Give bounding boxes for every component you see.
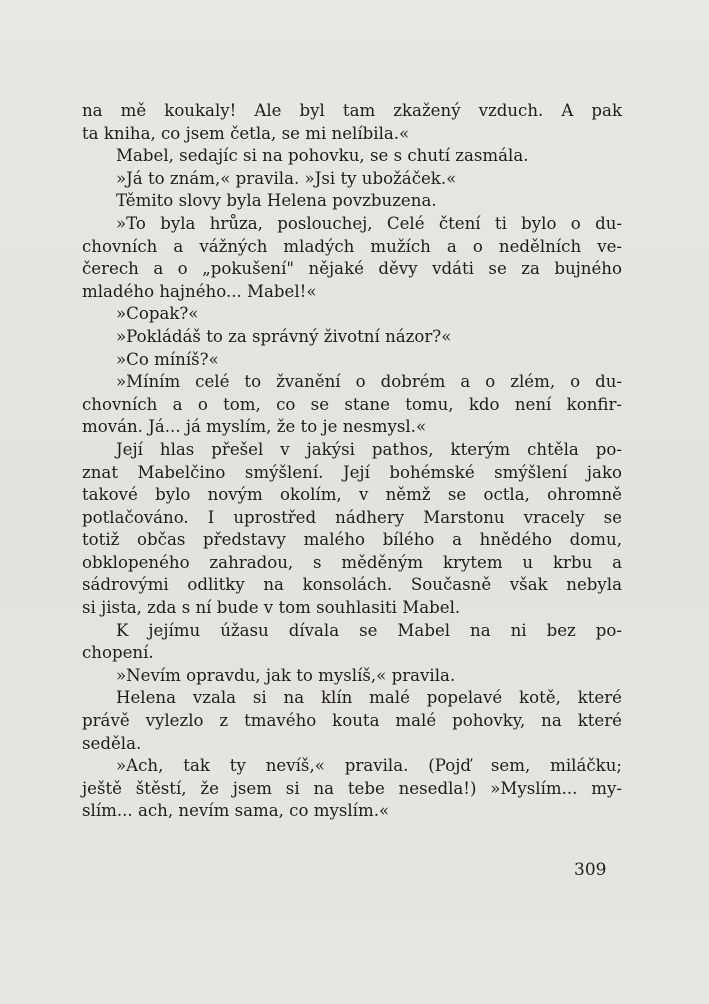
text-line: chovních a vážných mladých mužích a o nedělních ve- xyxy=(82,236,622,256)
text-line: Mabel, sedajíc si na pohovku, se s chutí zasmála. xyxy=(116,146,529,166)
text-line: K jejímu úžasu dívala se Mabel na ni bez po- xyxy=(116,620,622,640)
text-line: si jista, zda s ní bude v tom souhlasiti Mabel. xyxy=(82,598,461,618)
text-line: totiž občas představy malého bílého a hnědého domu, xyxy=(82,530,622,550)
text-line: slím... ach, nevím sama, co myslím.« xyxy=(82,801,390,821)
text-line: znat Mabelčino smýšlení. Její bohémské smýšlení jako xyxy=(82,462,622,482)
text-line: »Míním celé to žvanění o dobrém a o zlém, o du- xyxy=(116,372,622,392)
text-line: ta kniha, co jsem četla, se mi nelíbila.« xyxy=(82,123,410,143)
text-line: chovních a o tom, co se stane tomu, kdo není konfir- xyxy=(82,394,622,414)
text-line: čerech a o „pokušení" nějaké děvy vdáti se za bujného xyxy=(82,259,622,279)
text-line: mladého hajného... Mabel!« xyxy=(82,281,317,301)
text-line: »Ach, tak ty nevíš,« pravila. (Pojď sem, miláčku; xyxy=(116,756,622,776)
text-line: právě vylezlo z tmavého kouta malé pohovky, na které xyxy=(82,711,622,731)
text-line: na mě koukaly! Ale byl tam zkažený vzduch. A pak xyxy=(82,101,622,120)
text-line: »Já to znám,« pravila. »Jsi ty ubožáček.« xyxy=(116,168,457,188)
text-line: obklopeného zahradou, s měděným krytem u krbu a xyxy=(82,552,622,572)
text-line: Helena vzala si na klín malé popelavé kotě, které xyxy=(116,688,622,708)
text-line: sádrovými odlitky na konsolách. Současně však nebyla xyxy=(82,575,622,595)
text-line: chopení. xyxy=(82,643,154,663)
text-line: Její hlas přešel v jakýsi pathos, kterým chtěla po- xyxy=(116,439,622,459)
text-line: »To byla hrůza, poslouchej, Celé čtení ti bylo o du- xyxy=(116,213,622,233)
text-line: »Co míníš?« xyxy=(116,349,219,369)
text-line: ještě štěstí, že jsem si na tebe nesedla!) »Myslím... my- xyxy=(82,778,622,798)
text-line: mován. Já... já myslím, že to je nesmysl.« xyxy=(82,417,427,437)
text-line: »Nevím opravdu, jak to myslíš,« pravila. xyxy=(116,665,456,685)
page-number: 309 xyxy=(574,860,607,880)
text-line: »Pokládáš to za správný životní názor?« xyxy=(116,326,452,346)
text-line: takové bylo novým okolím, v němž se octla, ohromně xyxy=(82,485,622,505)
text-line: Těmito slovy byla Helena povzbuzena. xyxy=(116,191,437,211)
text-line: seděla. xyxy=(82,733,142,753)
text-line: »Copak?« xyxy=(116,304,199,324)
text-line: potlačováno. I uprostřed nádhery Marstonu vracely se xyxy=(82,507,622,527)
body-text xyxy=(82,100,622,823)
